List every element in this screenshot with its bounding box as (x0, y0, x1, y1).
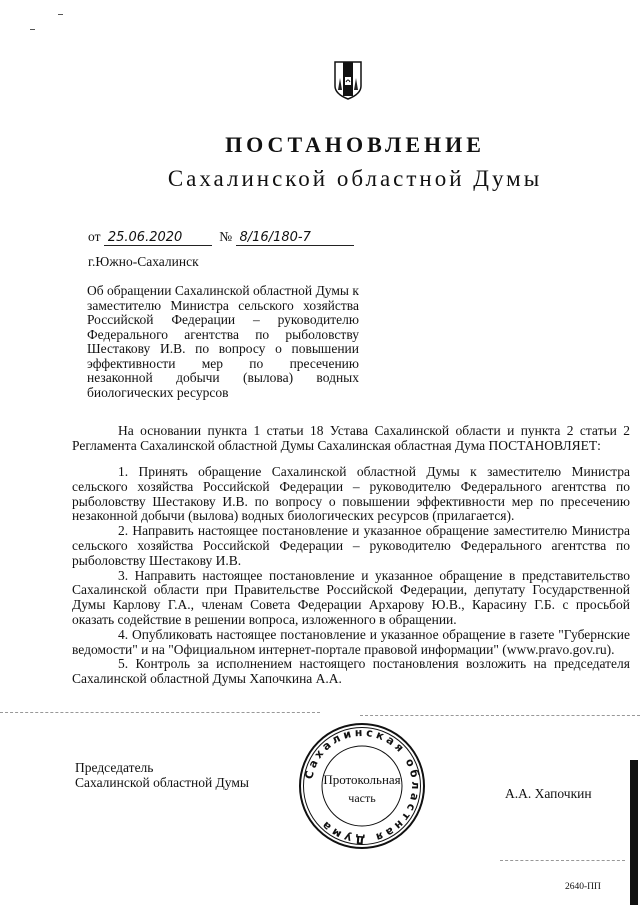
coat-of-arms-icon (333, 60, 363, 100)
position-line-1: Председатель (75, 760, 154, 775)
document-number: 8/16/180-7 (236, 230, 354, 246)
scan-speck (58, 14, 63, 15)
signatory-position (75, 760, 249, 790)
stamp-center-line-1: Протокольная (323, 772, 401, 787)
scan-artifact-line (500, 860, 625, 861)
position-line-2: Сахалинской областной Думы (75, 775, 249, 790)
document-issuer: Сахалинской областной Думы (167, 166, 543, 191)
date-prefix: от (88, 229, 101, 244)
official-stamp (298, 722, 426, 850)
scan-edge-shadow (630, 760, 638, 905)
number-prefix: № (219, 229, 233, 244)
scan-artifact-line (360, 715, 640, 716)
resolution-item: 1. Принять обращение Сахалинской областной Думы к заместителю Министра сельского хозяйства Российской Федерации – руководителю Федерального агентства по рыболовству Шестакову И.В. по вопросу о повышении эффективности мер по пресечению незаконной добычи (вылова) водных биологических ресурсов (прилагается). (72, 464, 630, 524)
document-title: ПОСТАНОВЛЕНИЕ (225, 132, 485, 157)
document-subject: Об обращении Сахалинской областной Думы к заместителю Министра сельского хозяйства Российской Федерации – руководителю Федерального агентства по рыболовству Шестакову И.В. по вопросу о повышении эффективности мер по пресечению незаконной добычи (вылова) водных биологических ресурсов (87, 283, 359, 400)
preamble (72, 424, 630, 454)
stamp-center-line-2: часть (348, 791, 376, 805)
city: г.Южно-Сахалинск (88, 254, 199, 269)
document-date: 25.06.2020 (104, 230, 212, 246)
resolution-item: 2. Направить настоящее постановление и указанное обращение заместителю Министра сельского хозяйства Российской Федерации – руководителю Федерального агентства по рыболовству Шестакову И.В. (72, 523, 630, 568)
resolution-item: 5. Контроль за исполнением настоящего постановления возложить на председателя Сахалинской областной Думы Хапочкина А.А. (72, 656, 630, 687)
stamp-ring-text: Сахалинская областная Дума (302, 725, 423, 847)
resolution-item: 4. Опубликовать настоящее постановление и указанное обращение в газете "Губернские ведомости" и на "Официальном интернет-портале правовой информации" (www.pravo.gov.ru). (72, 626, 630, 657)
signatory-name: А.А. Хапочкин (505, 786, 592, 801)
resolution-items (72, 465, 630, 687)
footer-code: 2640-ПП (565, 882, 601, 892)
resolution-item: 3. Направить настоящее постановление и указанное обращение в представительство Сахалинской области при Правительстве Российской Федерации, депутату Государственной Думы Карлову Г.А., членам Совета Федерации Архарову Ю.В., Карасину Г.Б. с просьбой оказать содействие в решении вопроса, изложенного в обращении. (72, 567, 630, 627)
date-number-line (88, 229, 354, 246)
scan-artifact-line (0, 712, 320, 713)
preamble-text: На основании пункта 1 статьи 18 Устава Сахалинской области и пункта 2 статьи 2 Регламента Сахалинской областной Думы Сахалинская областная Дума ПОСТАНОВЛЯЕТ: (72, 423, 630, 453)
scan-speck (30, 29, 35, 30)
